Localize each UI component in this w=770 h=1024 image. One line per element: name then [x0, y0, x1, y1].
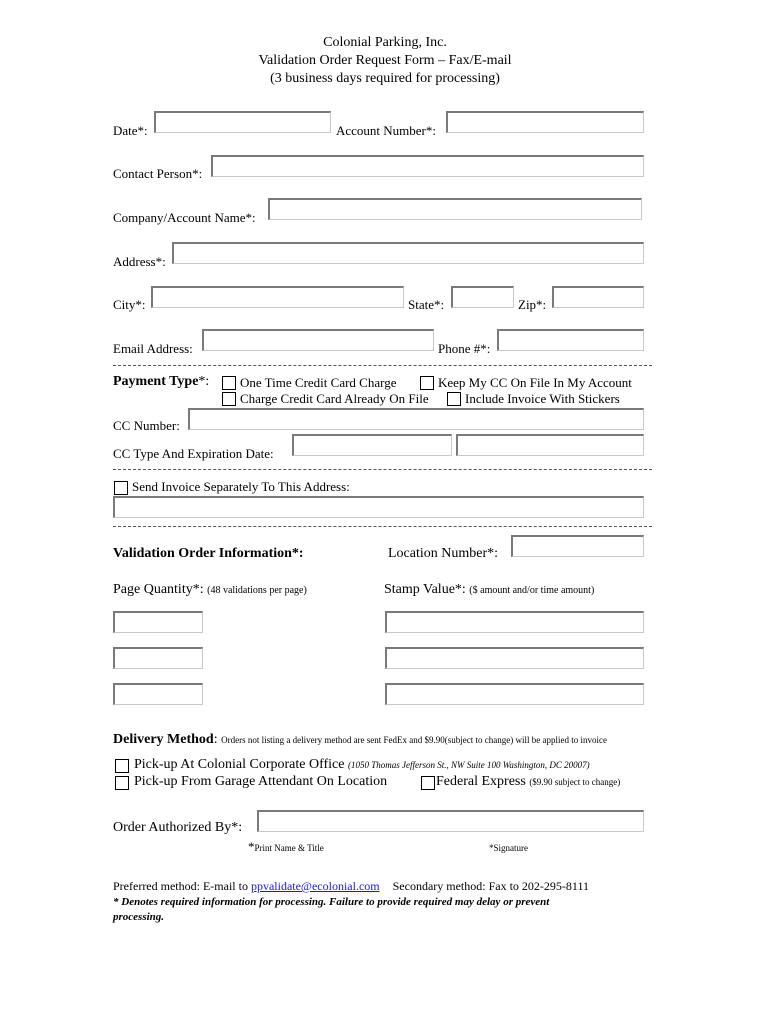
state-label: State*:	[408, 297, 445, 312]
stamp-value-input-1[interactable]	[385, 611, 644, 633]
cc-type-exp-label: CC Type And Expiration Date:	[113, 446, 274, 461]
fedex-option	[436, 774, 620, 790]
location-number-input[interactable]	[511, 535, 644, 557]
location-number-label: Location Number*:	[388, 546, 499, 561]
send-invoice-separately-label: Send Invoice Separately To This Address:	[132, 479, 350, 494]
stamp-value-input-2[interactable]	[385, 647, 644, 669]
contact-person-label: Contact Person*:	[113, 166, 203, 181]
cc-number-label: CC Number:	[113, 418, 180, 433]
pickup-garage-label: Pick-up From Garage Attendant On Location	[134, 774, 388, 789]
pickup-office-address: (1050 Thomas Jefferson St., NW Suite 100 Washington, DC 20007)	[347, 760, 590, 770]
fedex-label: Federal Express	[436, 774, 526, 789]
print-name-label: Print Name & Title	[254, 843, 324, 853]
payment-type-heading	[113, 374, 209, 390]
email-label: Email Address:	[113, 341, 193, 356]
divider	[113, 469, 652, 470]
stamp-value-label: Stamp Value*:	[384, 582, 466, 597]
stamp-value-heading	[384, 582, 594, 598]
city-label: City*:	[113, 297, 146, 312]
company-name-input[interactable]	[268, 198, 642, 220]
page-quantity-input-2[interactable]	[113, 647, 203, 669]
order-authorized-input[interactable]	[257, 810, 644, 832]
charge-cc-on-file-label: Charge Credit Card Already On File	[240, 391, 429, 406]
secondary-method-text: Secondary method: Fax to 202-295-8111	[392, 879, 590, 893]
zip-label: Zip*:	[518, 297, 547, 312]
page-quantity-note: (48 validations per page)	[207, 585, 307, 596]
contact-person-input[interactable]	[211, 155, 644, 177]
include-invoice-checkbox[interactable]	[447, 392, 461, 406]
phone-input[interactable]	[497, 329, 644, 351]
date-label: Date*:	[113, 123, 148, 138]
contact-methods	[113, 879, 589, 894]
pickup-office-option	[134, 757, 590, 773]
send-invoice-separately-checkbox[interactable]	[114, 481, 128, 495]
required-note-line2: processing.	[113, 911, 165, 923]
zip-input[interactable]	[552, 286, 644, 308]
address-label: Address*:	[113, 254, 166, 269]
cc-number-input[interactable]	[188, 408, 644, 430]
charge-cc-on-file-checkbox[interactable]	[222, 392, 236, 406]
preferred-method-text: Preferred method: E-mail to	[113, 879, 248, 893]
print-name-star: *	[248, 839, 255, 854]
cc-type-input[interactable]	[292, 434, 452, 456]
company-name-label: Company/Account Name*:	[113, 210, 256, 225]
print-name-caption	[248, 839, 324, 855]
cc-expiration-input[interactable]	[456, 434, 644, 456]
divider	[113, 526, 652, 527]
email-link[interactable]: ppvalidate@ecolonial.com	[250, 879, 380, 893]
stamp-value-note: ($ amount and/or time amount)	[469, 585, 595, 596]
account-number-input[interactable]	[446, 111, 644, 133]
invoice-address-input[interactable]	[113, 496, 644, 518]
page-quantity-input-1[interactable]	[113, 611, 203, 633]
include-invoice-label: Include Invoice With Stickers	[465, 391, 620, 406]
email-input[interactable]	[202, 329, 434, 351]
required-note-line1: * Denotes required information for processing. Failure to provide required may delay or prevent	[113, 896, 550, 908]
form-subtitle: (3 business days required for processing)	[270, 71, 500, 86]
signature-label: *Signature	[489, 843, 528, 853]
delivery-method-label: Delivery Method	[113, 732, 214, 747]
state-input[interactable]	[451, 286, 514, 308]
pickup-garage-checkbox[interactable]	[115, 776, 129, 790]
validation-order-heading: Validation Order Information*:	[113, 546, 304, 561]
stamp-value-input-3[interactable]	[385, 683, 644, 705]
company-name: Colonial Parking, Inc.	[323, 35, 447, 50]
date-input[interactable]	[154, 111, 331, 133]
order-authorized-label: Order Authorized By*:	[113, 820, 243, 835]
page-quantity-input-3[interactable]	[113, 683, 203, 705]
phone-label: Phone #*:	[438, 341, 491, 356]
delivery-method-note: Orders not listing a delivery method are sent FedEx and $9.90(subject to change) will be applied to invoice	[221, 735, 607, 745]
account-number-label: Account Number*:	[336, 123, 437, 138]
one-time-charge-label: One Time Credit Card Charge	[240, 375, 397, 390]
form-title: Validation Order Request Form – Fax/E-mail	[258, 53, 512, 68]
payment-type-label: Payment Type	[113, 374, 199, 389]
delivery-method-heading	[113, 732, 607, 748]
delivery-method-colon: :	[213, 732, 218, 747]
city-input[interactable]	[151, 286, 404, 308]
keep-cc-on-file-checkbox[interactable]	[420, 376, 434, 390]
keep-cc-on-file-label: Keep My CC On File In My Account	[438, 375, 632, 390]
divider	[113, 365, 652, 366]
page-quantity-heading	[113, 582, 307, 598]
page-quantity-label: Page Quantity*:	[113, 582, 204, 597]
pickup-office-checkbox[interactable]	[115, 759, 129, 773]
pickup-office-label: Pick-up At Colonial Corporate Office	[134, 757, 345, 772]
fedex-note: ($9.90 subject to change)	[529, 777, 621, 787]
fedex-checkbox[interactable]	[421, 776, 435, 790]
one-time-charge-checkbox[interactable]	[222, 376, 236, 390]
address-input[interactable]	[172, 242, 644, 264]
payment-type-suffix: *:	[198, 374, 210, 389]
